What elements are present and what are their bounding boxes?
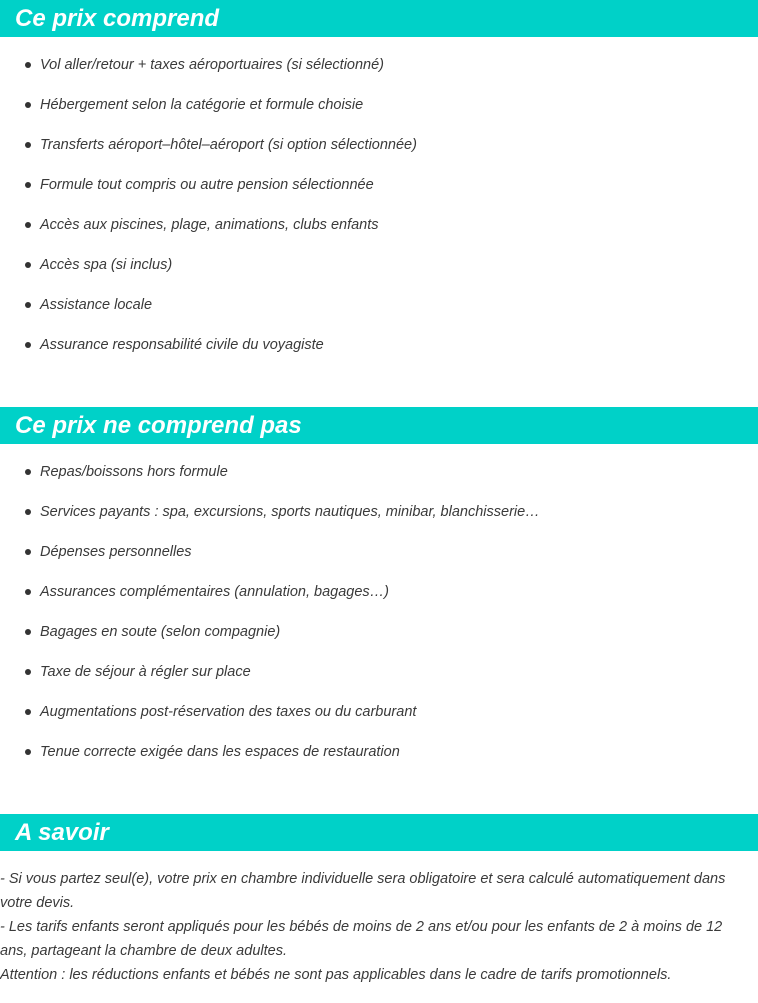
bullet-icon <box>25 302 31 308</box>
list-item <box>0 256 758 296</box>
bullet-icon <box>25 342 31 348</box>
note-paragraph: Attention : les réductions enfants et bébés ne sont pas applicables dans le cadre de tarifs promotionnels. <box>0 967 672 983</box>
list-item-label: Repas/boissons hors formule <box>40 464 228 480</box>
section-title-good-to-know: A savoir <box>0 814 758 851</box>
note-paragraph: - Les tarifs enfants seront appliqués pour les bébés de moins de 2 ans et/ou pour les enfants de 2 à moins de 12 ans, partageant la chambre de deux adultes. <box>0 919 723 959</box>
note-paragraph: - Si vous partez seul(e), votre prix en chambre individuelle sera obligatoire et sera calculé automatiquement dans votre devis. <box>0 871 726 911</box>
list-item <box>0 136 758 176</box>
list-item <box>0 56 758 96</box>
list-item <box>0 663 758 703</box>
list-item-label: Dépenses personnelles <box>40 544 192 560</box>
bullet-icon <box>25 709 31 715</box>
bullet-icon <box>25 222 31 228</box>
list-item <box>0 583 758 623</box>
section-title-not-included: Ce prix ne comprend pas <box>0 407 758 444</box>
list-item-label: Vol aller/retour + taxes aéroportuaires (si sélectionné) <box>40 57 385 73</box>
list-item-label: Assurance responsabilité civile du voyagiste <box>40 337 324 353</box>
list-item <box>0 96 758 136</box>
list-item <box>0 503 758 543</box>
section-title-included: Ce prix comprend <box>0 0 758 37</box>
list-item-label: Transferts aéroport–hôtel–aéroport (si option sélectionnée) <box>40 137 417 153</box>
bullet-icon <box>25 102 31 108</box>
bullet-icon <box>25 549 31 555</box>
list-item <box>0 296 758 336</box>
list-item-label: Hébergement selon la catégorie et formule choisie <box>40 97 364 113</box>
list-item-label: Services payants : spa, excursions, sports nautiques, minibar, blanchisserie… <box>40 504 540 520</box>
bullet-icon <box>25 62 31 68</box>
list-item-label: Accès aux piscines, plage, animations, clubs enfants <box>40 217 379 233</box>
list-item-label: Assistance locale <box>40 297 153 313</box>
bullet-icon <box>25 262 31 268</box>
list-item-label: Accès spa (si inclus) <box>40 257 173 273</box>
included-list <box>0 56 758 376</box>
bullet-icon <box>25 509 31 515</box>
list-item-label: Formule tout compris ou autre pension sélectionnée <box>40 177 374 193</box>
list-item <box>0 463 758 503</box>
list-item <box>0 336 758 376</box>
list-item <box>0 623 758 663</box>
bullet-icon <box>25 142 31 148</box>
list-item-label: Taxe de séjour à régler sur place <box>40 664 251 680</box>
list-item-label: Augmentations post-réservation des taxes ou du carburant <box>40 704 417 720</box>
not-included-list <box>0 463 758 783</box>
list-item <box>0 216 758 256</box>
bullet-icon <box>25 669 31 675</box>
bullet-icon <box>25 469 31 475</box>
list-item-label: Tenue correcte exigée dans les espaces de restauration <box>40 744 400 760</box>
bullet-icon <box>25 589 31 595</box>
list-item-label: Assurances complémentaires (annulation, bagages…) <box>40 584 389 600</box>
list-item <box>0 703 758 743</box>
list-item <box>0 543 758 583</box>
notes-block <box>0 867 752 987</box>
bullet-icon <box>25 182 31 188</box>
bullet-icon <box>25 749 31 755</box>
list-item <box>0 743 758 783</box>
list-item-label: Bagages en soute (selon compagnie) <box>40 624 281 640</box>
list-item <box>0 176 758 216</box>
bullet-icon <box>25 629 31 635</box>
